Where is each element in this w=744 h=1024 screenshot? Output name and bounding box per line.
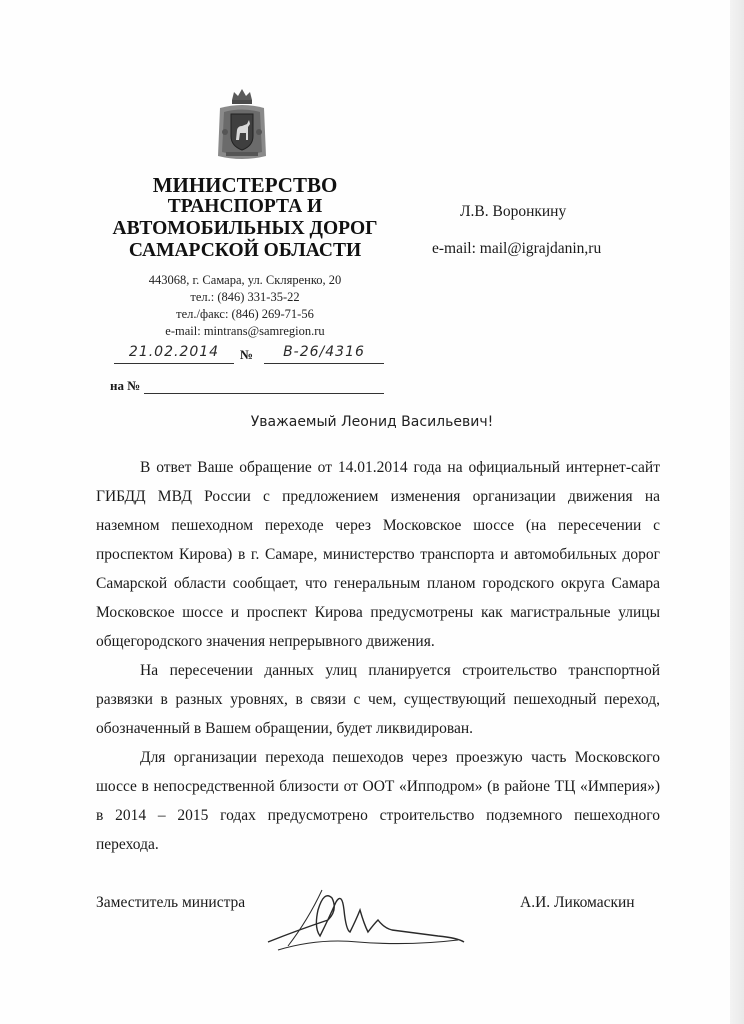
signer-name: А.И. Ликомаскин [520, 894, 635, 911]
letter-body [96, 453, 660, 859]
body-paragraph: На пересечении данных улиц планируется строительство транспортной развязки в разных уровнях, в связи с чем, существующий пешеходный переход, обозначенный в Вашем обращении, будет ликвидирован. [96, 662, 660, 737]
ministry-phone: тел.: (846) 331-35-22 [190, 290, 300, 304]
ministry-email: e-mail: mintrans@samregion.ru [165, 324, 325, 338]
body-paragraph: В ответ Ваше обращение от 14.01.2014 года на официальный интернет-сайт ГИБДД МВД России с предложением изменения организации движения на наземном пешеходном переходе через Московское шоссе (на пересечении с проспектом Кирова) в г. Самаре, министерство транспорта и автомобильных дорог Самарской области сообщает, что генеральным планом городского округа Самара Московское шоссе и проспект Кирова предусмотрены как магистральные улицы общегородского значения непрерывного движения. [96, 459, 660, 650]
registration-line [108, 344, 398, 368]
handwritten-signature [258, 880, 468, 960]
ministry-name [100, 174, 390, 262]
signer-title: Заместитель министра [96, 894, 246, 911]
ministry-address: 443068, г. Самара, ул. Скляренко, 20 [148, 273, 342, 287]
body-paragraph: Для организации перехода пешеходов через проезжую часть Московского шоссе в непосредственной близости от ООТ «Ипподром» (в районе ТЦ «Империя») в 2014 – 2015 годах предусмотрено строительство подземного пешеходного перехода. [96, 749, 660, 853]
ministry-name-line: МИНИСТЕРСТВО [152, 173, 338, 197]
ministry-name-line: ТРАНСПОРТА И [167, 196, 323, 217]
ministry-contacts [110, 272, 380, 340]
recipient-email: e-mail: mail@igrajdanin,ru [432, 240, 602, 257]
registration-date: 21.02.2014 [114, 344, 234, 364]
ministry-fax: тел./факс: (846) 269-71-56 [176, 307, 314, 321]
ministry-name-line: АВТОМОБИЛЬНЫХ ДОРОГ [112, 218, 378, 239]
registration-number-label: № [240, 347, 254, 362]
recipient-name: Л.В. Воронкину [460, 203, 567, 220]
reference-line [110, 378, 390, 396]
greeting: Уважаемый Леонид Васильевич! [250, 414, 494, 430]
ministry-name-line: САМАРСКОЙ ОБЛАСТИ [128, 240, 362, 261]
reference-underline [144, 393, 384, 394]
coat-of-arms-icon [216, 86, 268, 162]
reference-label: на № [110, 378, 141, 393]
registration-number: В-26/4316 [264, 344, 384, 364]
scan-edge-shadow [730, 0, 744, 1024]
